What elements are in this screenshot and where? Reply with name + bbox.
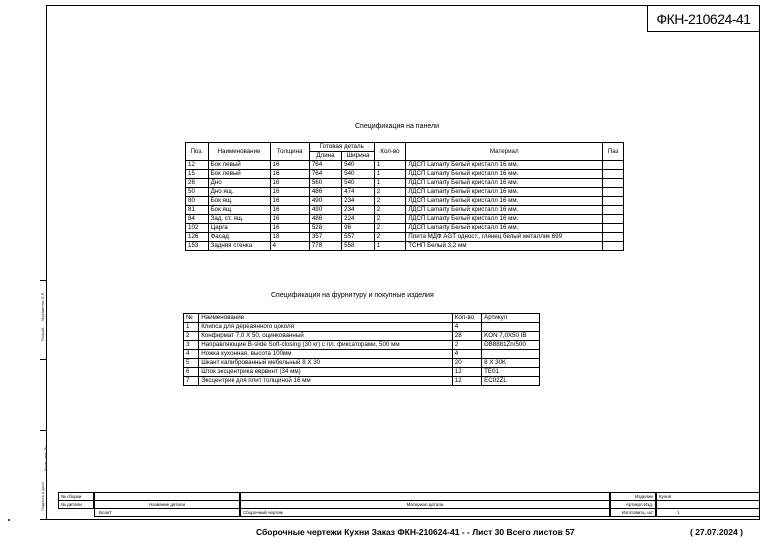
panel-cell-length: 357 [309,233,341,242]
panel-cell-width: 234 [342,206,375,215]
panel-cell-length: 764 [309,170,341,179]
margin-sign-label: Подпись и дата [40,482,45,511]
hardware-spec-row [184,377,540,386]
panel-cell-thickness: 4 [270,242,309,251]
col-hw-qty: Кол-во [452,314,481,323]
panel-spec-title: Спецификация на панели [355,123,439,130]
panel-cell-material: ЛДСП Lamarty Белый кристалл 16 мм. [406,206,603,215]
stamp-material-label: Материал детали [240,500,610,509]
corner-dot [8,519,10,521]
panel-cell-pos: 81 [186,206,209,215]
panel-cell-qty: 1 [374,161,405,170]
panel-cell-material: ЛДСП Lamarty Белый кристалл 16 мм. [406,161,603,170]
panel-cell-qty: 2 [374,188,405,197]
panel-cell-width: 540 [342,161,375,170]
panel-cell-name: Задняя стенка [208,242,270,251]
panel-cell-groove [603,224,624,233]
hw-cell-name: Шкант калиброванный мебельный 8 X 30 [199,359,453,368]
col-pos: Поз. [186,143,209,161]
panel-cell-width: 96 [342,224,375,233]
panel-cell-width: 540 [342,179,375,188]
panel-cell-length: 490 [309,206,341,215]
panel-spec-row [186,233,624,242]
hw-cell-qty: 28 [452,332,481,341]
hardware-spec-title: Спецификация на фурнитуру и покупные изделия [271,292,434,299]
hw-cell-num: 5 [184,359,199,368]
panel-cell-thickness: 16 [270,215,309,224]
hw-cell-name: Шток эксцентрика еврвинт (34 мм) [199,368,453,377]
panel-cell-pos: 126 [186,233,209,242]
panel-spec-row [186,197,624,206]
panel-cell-width: 224 [342,215,375,224]
panel-cell-thickness: 16 [270,224,309,233]
panel-spec-row [186,206,624,215]
panel-spec-row [186,188,624,197]
panel-spec-header-row [186,143,624,152]
hw-cell-qty: 4 [452,350,481,359]
stamp-article-label: Артикул Изд. [610,500,656,509]
panel-cell-thickness: 16 [270,161,309,170]
margin-cell-developer [40,280,46,360]
hardware-spec-row [184,332,540,341]
panel-cell-name: Дно ящ. [208,188,270,197]
col-length: Длина [309,152,341,161]
panel-cell-pos: 153 [186,242,209,251]
hw-cell-article: TE01 [482,368,540,377]
hw-cell-qty: 4 [452,323,481,332]
hardware-spec-header-row [184,314,540,323]
panel-cell-material: Плита МДФ AGT одност., глянец белый металлик 699 [406,233,603,242]
panel-cell-thickness: 16 [270,170,309,179]
drawing-sheet [46,5,760,520]
title-block [58,492,760,520]
panel-cell-qty: 2 [374,215,405,224]
hardware-spec-row [184,350,540,359]
panel-cell-length: 560 [309,179,341,188]
panel-cell-groove [603,170,624,179]
hw-cell-article [482,350,540,359]
panel-cell-width: 474 [342,188,375,197]
hardware-spec-row [184,341,540,350]
hw-cell-qty: 2 [452,341,481,350]
panel-cell-material: ЛДСП Lamarty Белый кристалл 16 мм. [406,224,603,233]
col-num: № [184,314,199,323]
panel-cell-material: ЛДСП Lamarty Белый кристалл 16 мм. [406,179,603,188]
panel-spec-row [186,170,624,179]
panel-cell-pos: 12 [186,161,209,170]
hw-cell-article: EC02ZL [482,377,540,386]
panel-cell-name: Бок левый [208,161,270,170]
panel-spec-row [186,179,624,188]
panel-cell-thickness: 16 [270,179,309,188]
margin-strip [40,280,46,520]
col-article: Артикул [482,314,540,323]
footer-date: ( 27.07.2024 ) [690,527,743,537]
stamp-assembly-label: № сборки [58,492,94,501]
panel-cell-material: ЛДСП Lamarty Белый кристалл 16 мм. [406,188,603,197]
panel-cell-groove [603,242,624,251]
col-name: Наименование [208,143,270,161]
panel-cell-length: 486 [309,215,341,224]
col-thickness: Толщина [270,143,309,161]
stamp-part-no-label: № детали [58,500,94,509]
hw-cell-qty: 12 [452,368,481,377]
col-groove: Паз [603,143,624,161]
panel-cell-qty: 2 [374,233,405,242]
panel-spec-row [186,224,624,233]
panel-cell-material: ТСНП Белый 3,2 мм [406,242,603,251]
hw-cell-qty: 12 [452,377,481,386]
hw-cell-article: KON 7,0X50 IB [482,332,540,341]
hw-cell-name: Конфирмат 7,0 X 50, оцинкованный [199,332,453,341]
panel-cell-name: Фасад [208,233,270,242]
panel-cell-qty: 2 [374,197,405,206]
panel-spec-table [185,142,624,251]
hw-cell-qty: 20 [452,359,481,368]
panel-cell-name: Зад. ст. ящ. [208,215,270,224]
panel-cell-name: Бок ящ. [208,206,270,215]
panel-cell-qty: 2 [374,206,405,215]
panel-cell-thickness: 16 [270,197,309,206]
panel-cell-groove [603,179,624,188]
stamp-make-label: Изготовить, шт [610,508,656,517]
panel-cell-qty: 2 [374,224,405,233]
panel-cell-groove [603,197,624,206]
stamp-product-value: Кухня [656,492,760,501]
col-qty: Кол-во [374,143,405,161]
margin-cell-sign [40,430,46,520]
hw-cell-num: 3 [184,341,199,350]
col-hw-name: Наименование [199,314,453,323]
panel-cell-groove [603,215,624,224]
panel-cell-qty: 1 [374,179,405,188]
panel-cell-width: 558 [342,242,375,251]
stamp-product-label: Изделие [610,492,656,501]
panel-cell-thickness: 16 [270,206,309,215]
margin-rev-value: Мухаметов И.Р. [40,292,45,321]
hw-cell-article [482,323,540,332]
panel-cell-groove [603,206,624,215]
hw-cell-name: Ножка кухонная, высота 100мм [199,350,453,359]
stamp-part-name-value [94,508,240,517]
margin-rev-label: Разраб. [40,326,45,341]
panel-cell-width: 234 [342,197,375,206]
stamp-part-name-text: Блок7 [99,510,112,515]
panel-cell-width: 540 [342,170,375,179]
panel-cell-width: 557 [342,233,375,242]
panel-cell-name: Бок левый [208,170,270,179]
stamp-make-value: 1 [656,508,760,517]
hw-cell-num: 4 [184,350,199,359]
col-width: Ширина [342,152,375,161]
panel-cell-material: ЛДСП Lamarty Белый кристалл 16 мм. [406,170,603,179]
panel-cell-length: 486 [309,188,341,197]
hw-cell-article: DB8881Zn/500 [482,341,540,350]
hardware-spec-row [184,323,540,332]
margin-replace-label: Взам. инв. № [43,446,48,471]
hardware-spec-row [184,368,540,377]
hw-cell-article: 8 X 30K [482,359,540,368]
col-material: Материал [406,143,603,161]
panel-cell-pos: 84 [186,215,209,224]
panel-cell-name: Бок ящ. [208,197,270,206]
stamp-part-name-label: Название детали [94,500,240,509]
panel-cell-length: 490 [309,197,341,206]
panel-cell-length: 764 [309,161,341,170]
footer-caption: Сборочные чертежи Кухни Заказ ФКН-210624-41 - - Лист 30 Всего листов 57 [256,527,575,537]
panel-cell-pos: 50 [186,188,209,197]
panel-cell-pos: 80 [186,197,209,206]
hw-cell-name: Клипса для дереаянного цоколя [199,323,453,332]
panel-cell-thickness: 16 [270,188,309,197]
panel-spec-row [186,161,624,170]
panel-cell-pos: 102 [186,224,209,233]
document-code: ФКН-210624-41 [647,5,760,32]
panel-cell-qty: 1 [374,242,405,251]
hw-cell-num: 1 [184,323,199,332]
hardware-spec-row [184,359,540,368]
panel-cell-name: Царга [208,224,270,233]
panel-cell-groove [603,233,624,242]
panel-spec-row [186,215,624,224]
hw-cell-name: Эксцентрик для плит толщиной 16 мм [199,377,453,386]
panel-cell-groove [603,188,624,197]
panel-cell-material: ЛДСП Lamarty Белый кристалл 16 мм. [406,197,603,206]
panel-spec-row [186,242,624,251]
panel-cell-material: ЛДСП Lamarty Белый кристалл 16 мм. [406,215,603,224]
hw-cell-num: 6 [184,368,199,377]
panel-cell-thickness: 18 [270,233,309,242]
panel-cell-length: 778 [309,242,341,251]
panel-cell-pos: 26 [186,179,209,188]
hardware-spec-table [183,313,540,386]
col-finished-part: Готовая деталь [309,143,374,152]
hw-cell-num: 7 [184,377,199,386]
panel-cell-groove [603,161,624,170]
panel-cell-name: Дно [208,179,270,188]
panel-cell-qty: 1 [374,170,405,179]
stamp-drawing-label: Сборочный чертеж [240,508,610,517]
panel-cell-length: 528 [309,224,341,233]
hw-cell-name: Направляющие B-slide Soft-closing (30 кг) с пл. фиксаторами, 500 мм [199,341,453,350]
hw-cell-num: 2 [184,332,199,341]
panel-cell-pos: 15 [186,170,209,179]
